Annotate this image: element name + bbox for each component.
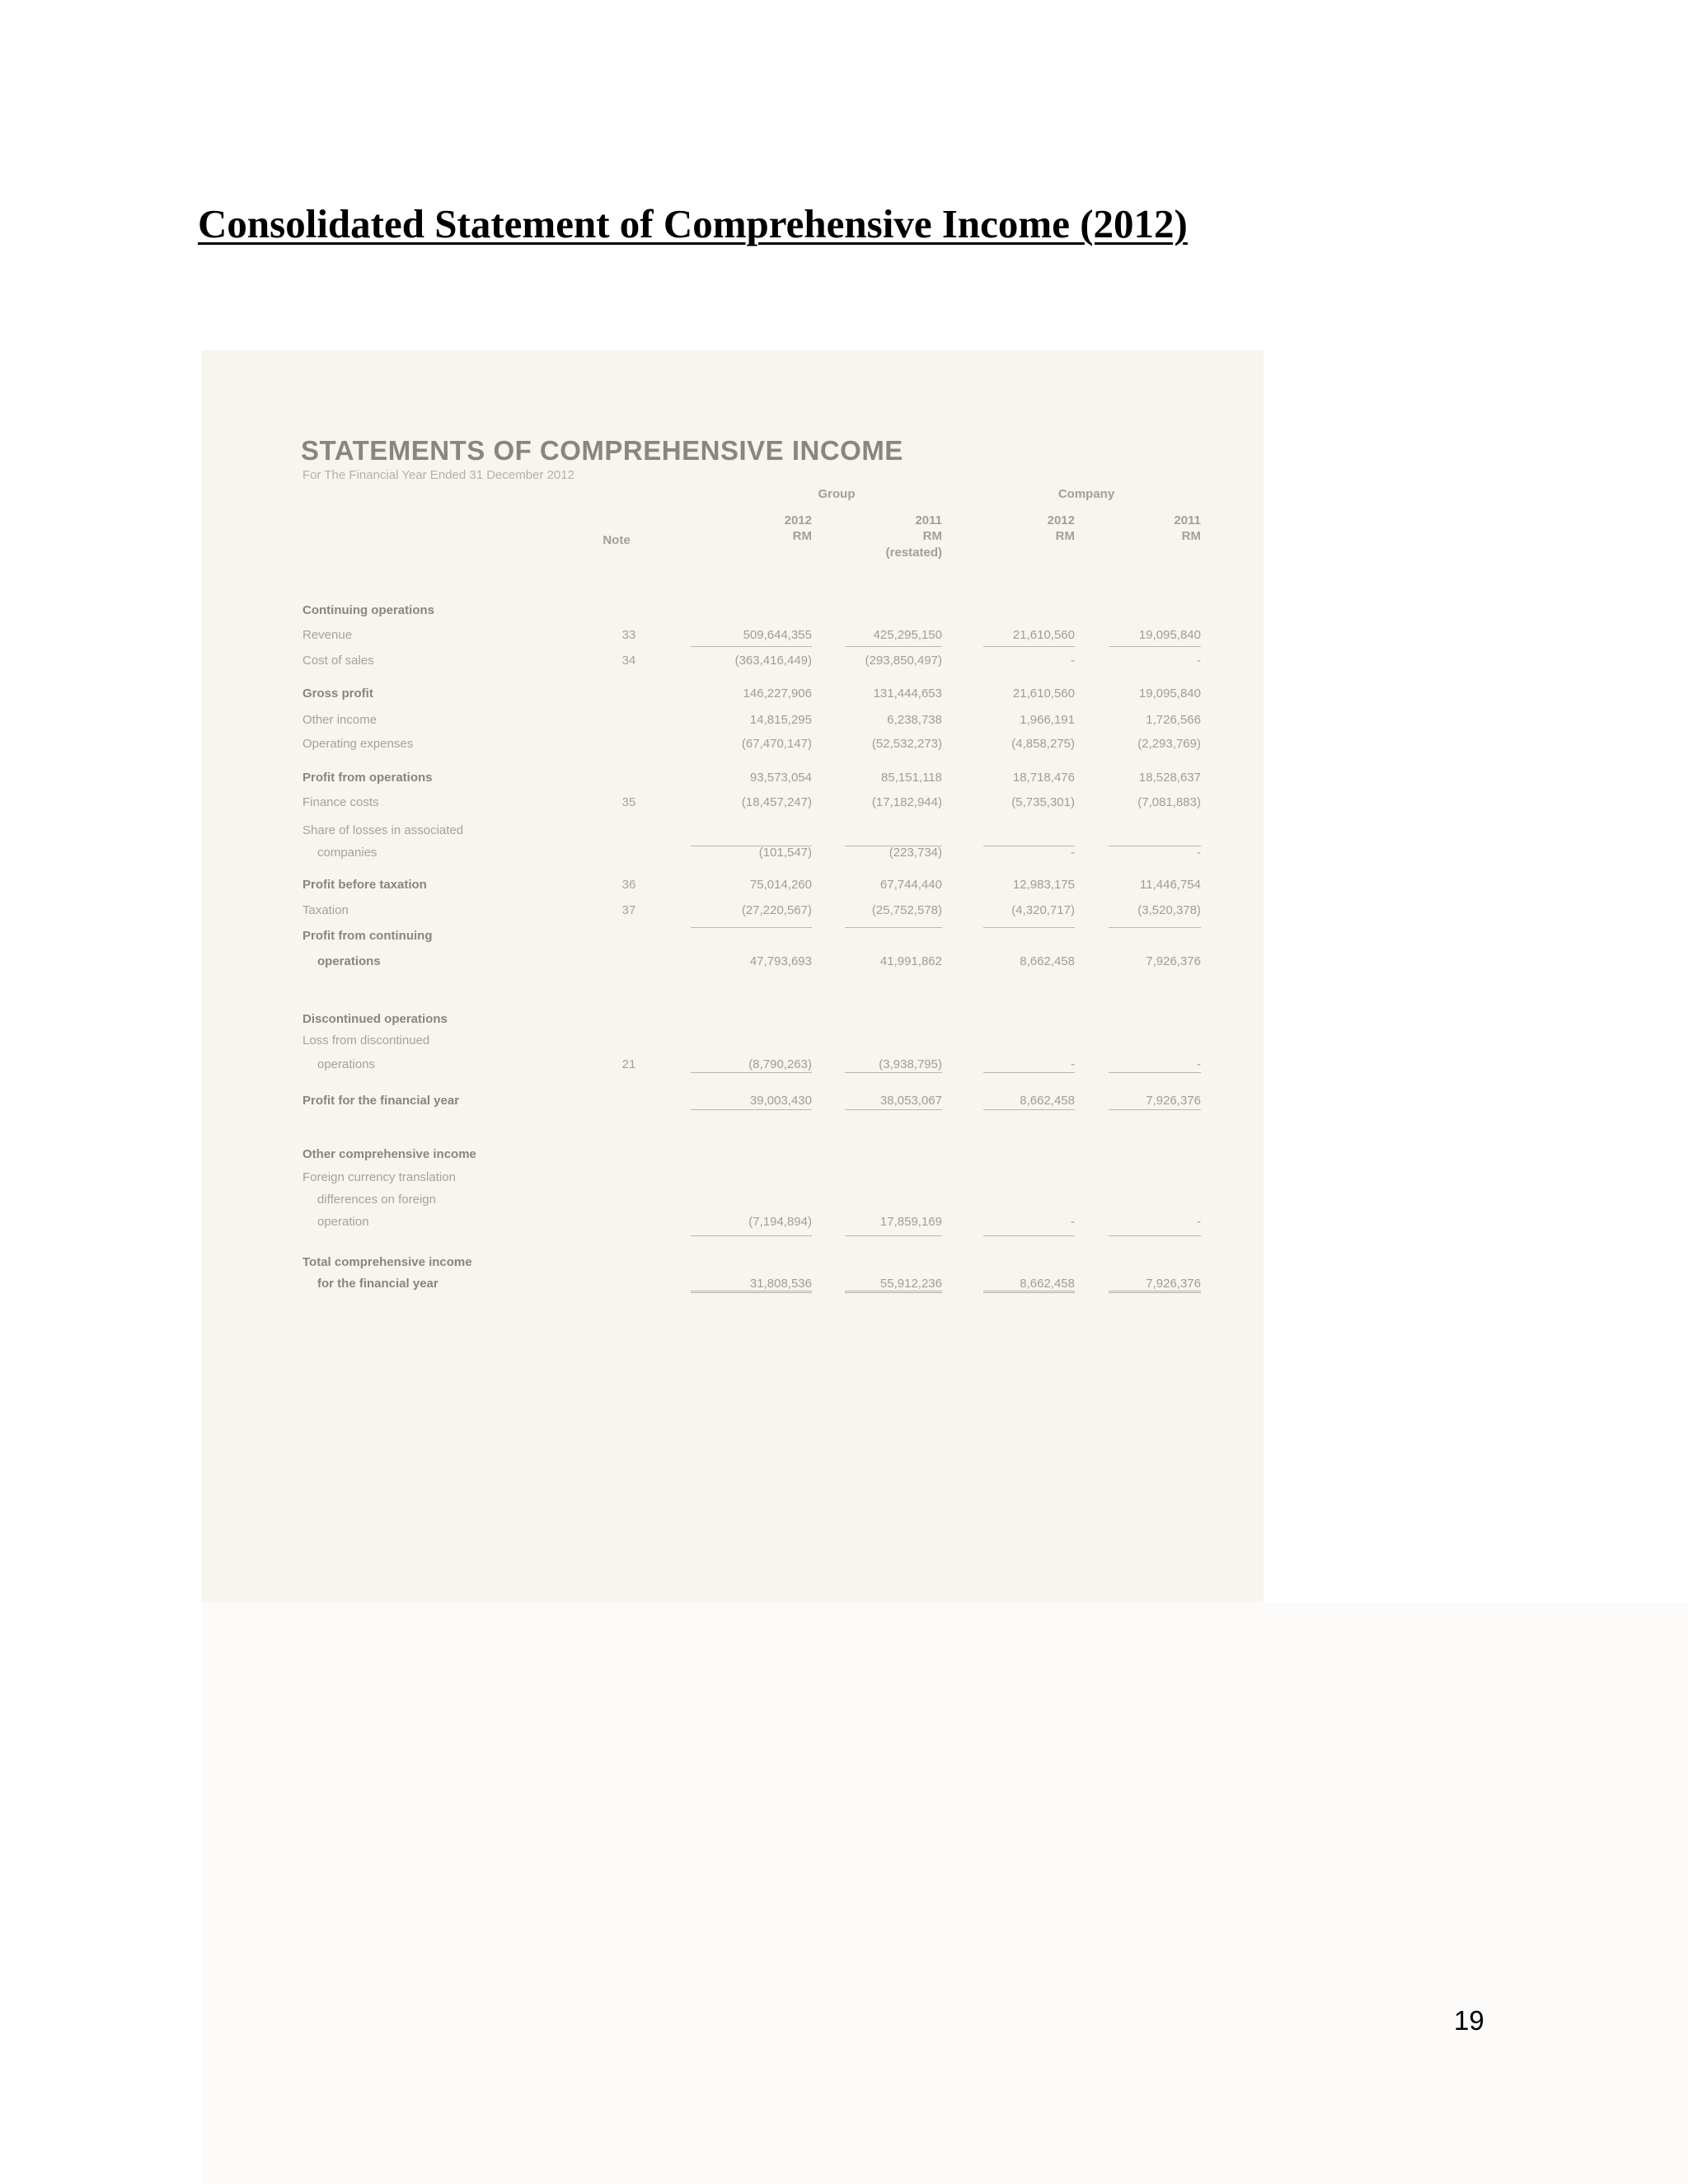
rule-g2012-total: [691, 1291, 812, 1293]
col-year-company-2012: 2012: [1047, 513, 1075, 527]
value-group-2012: 39,003,430: [749, 1094, 812, 1108]
row-label: Loss from discontinued: [302, 1033, 430, 1047]
row-label: Total comprehensive income: [302, 1255, 472, 1269]
rule-g2012-disc: [691, 1072, 812, 1073]
value-group-2012: (67,470,147): [741, 737, 812, 751]
value-company-2011: -: [1197, 1215, 1201, 1229]
row-label: operations: [317, 954, 381, 968]
value-group-2011: 131,444,653: [873, 687, 942, 701]
value-company-2012: 21,610,560: [1012, 687, 1075, 701]
value-company-2012: (4,858,275): [1011, 737, 1075, 751]
statement-scan-image: [202, 350, 1264, 1602]
value-company-2012: 21,610,560: [1012, 628, 1075, 642]
value-group-2012: 146,227,906: [743, 687, 812, 701]
value-company-2012: -: [1071, 846, 1075, 860]
row-label: Finance costs: [302, 795, 379, 809]
rule-g2011-oci: [845, 1235, 942, 1236]
row-label: operation: [317, 1215, 369, 1229]
value-company-2011: 7,926,376: [1146, 954, 1201, 968]
value-group-2012: (8,790,263): [748, 1057, 812, 1071]
value-group-2011: (17,182,944): [871, 795, 942, 809]
value-company-2011: 1,726,566: [1146, 713, 1201, 727]
value-company-2012: (4,320,717): [1011, 903, 1075, 917]
value-company-2011: 19,095,840: [1138, 628, 1201, 642]
row-label: Profit for the financial year: [302, 1094, 460, 1108]
row-note: 33: [621, 628, 636, 642]
value-company-2011: (2,293,769): [1137, 737, 1201, 751]
rule-c2011-total: [1109, 1291, 1201, 1293]
row-label: Profit from continuing: [302, 929, 433, 943]
row-label: operations: [317, 1057, 376, 1071]
rule-g2012-oci: [691, 1235, 812, 1236]
value-group-2012: 31,808,536: [749, 1277, 812, 1291]
value-group-2012: 93,573,054: [749, 771, 812, 785]
value-company-2012: 1,966,191: [1020, 713, 1075, 727]
col-restated-label: (restated): [885, 546, 942, 560]
rule-g2011-total: [845, 1291, 942, 1293]
row-label: Revenue: [302, 628, 353, 642]
row-note: 21: [621, 1057, 636, 1071]
value-company-2011: (3,520,378): [1137, 903, 1201, 917]
col-year-group-2012: 2012: [784, 513, 812, 527]
value-group-2012: (363,416,449): [734, 654, 812, 668]
row-label: differences on foreign: [317, 1193, 436, 1207]
value-group-2011: 55,912,236: [879, 1277, 942, 1291]
value-group-2012: (7,194,894): [748, 1215, 812, 1229]
value-company-2012: 12,983,175: [1012, 878, 1075, 892]
page-background-strip: [202, 1602, 1688, 2184]
row-label: Operating expenses: [302, 737, 414, 751]
rule-c2011-cost: [1109, 646, 1201, 647]
value-group-2011: 85,151,118: [881, 771, 942, 785]
rule-c2011-disc: [1109, 1072, 1201, 1073]
page-number: 19: [1454, 2005, 1484, 2036]
value-company-2012: -: [1071, 1057, 1075, 1071]
rule-g2011-profit-year: [845, 1109, 942, 1110]
row-label: companies: [317, 846, 377, 860]
row-label: Gross profit: [302, 687, 373, 701]
row-note: 35: [621, 795, 636, 809]
row-note: 37: [621, 903, 636, 917]
value-company-2012: 18,718,476: [1012, 771, 1075, 785]
row-label: Foreign currency translation: [302, 1170, 456, 1184]
value-company-2011: 18,528,637: [1138, 771, 1201, 785]
rule-g2012-profit-year: [691, 1109, 812, 1110]
statement-title: STATEMENTS OF COMPREHENSIVE INCOME: [301, 435, 903, 466]
value-company-2011: 11,446,754: [1140, 878, 1201, 892]
value-group-2011: 17,859,169: [879, 1215, 942, 1229]
value-group-2011: (223,734): [889, 846, 942, 860]
rule-c2012-disc: [983, 1072, 1075, 1073]
row-label: Profit from operations: [302, 771, 433, 785]
value-group-2011: 425,295,150: [873, 628, 942, 642]
value-group-2011: 67,744,440: [879, 878, 942, 892]
rule-c2012-oci: [983, 1235, 1075, 1236]
row-label: Cost of sales: [302, 654, 374, 668]
col-year-group-2011: 2011: [915, 513, 942, 527]
rule-c2012-cost: [983, 646, 1075, 647]
value-group-2012: (101,547): [758, 846, 812, 860]
value-group-2011: 41,991,862: [879, 954, 942, 968]
rule-g2012-cost: [691, 646, 812, 647]
value-group-2011: 38,053,067: [879, 1094, 942, 1108]
value-group-2011: (25,752,578): [871, 903, 942, 917]
value-company-2012: -: [1071, 654, 1075, 668]
rule-c2011-profit-year: [1109, 1109, 1201, 1110]
value-group-2012: 75,014,260: [749, 878, 812, 892]
value-company-2011: -: [1197, 1057, 1201, 1071]
row-label: for the financial year: [317, 1277, 438, 1291]
rule-c2012-total: [983, 1291, 1075, 1293]
row-label: Other comprehensive income: [302, 1147, 476, 1161]
col-unit-group-2012: RM: [792, 529, 812, 543]
value-company-2011: 7,926,376: [1146, 1277, 1201, 1291]
value-company-2012: -: [1071, 1215, 1075, 1229]
row-note: 36: [621, 878, 636, 892]
row-label: Other income: [302, 713, 377, 727]
row-label: Continuing operations: [302, 603, 434, 617]
value-company-2011: -: [1197, 654, 1201, 668]
value-company-2011: (7,081,883): [1137, 795, 1201, 809]
value-company-2011: 19,095,840: [1138, 687, 1201, 701]
value-group-2012: (18,457,247): [741, 795, 812, 809]
rule-g2011-cost: [845, 646, 942, 647]
value-group-2011: (3,938,795): [879, 1057, 942, 1071]
value-group-2011: (52,532,273): [871, 737, 942, 751]
rule-g2012-tax: [691, 927, 812, 928]
statement-subtitle: For The Financial Year Ended 31 December 2012: [302, 468, 574, 482]
note-column-header: Note: [603, 533, 631, 547]
value-company-2011: -: [1197, 846, 1201, 860]
row-label: Share of losses in associated: [302, 823, 464, 837]
value-group-2012: (27,220,567): [741, 903, 812, 917]
value-group-2012: 14,815,295: [749, 713, 812, 727]
row-note: 34: [621, 654, 636, 668]
col-unit-group-2011: RM: [922, 529, 942, 543]
rule-g2011-disc: [845, 1072, 942, 1073]
group-header: Group: [818, 487, 856, 501]
value-company-2012: 8,662,458: [1020, 954, 1075, 968]
row-label: Profit before taxation: [302, 878, 427, 892]
col-unit-company-2011: RM: [1181, 529, 1201, 543]
value-group-2012: 509,644,355: [743, 628, 812, 642]
row-label: Discontinued operations: [302, 1012, 448, 1026]
page-heading: Consolidated Statement of Comprehensive Income (2012): [198, 201, 1188, 246]
rule-c2011-oci: [1109, 1235, 1201, 1236]
rule-g2011-tax: [845, 927, 942, 928]
col-year-company-2011: 2011: [1174, 513, 1201, 527]
value-company-2012: 8,662,458: [1020, 1277, 1075, 1291]
value-group-2011: (293,850,497): [865, 654, 942, 668]
rule-c2012-tax: [983, 927, 1075, 928]
col-unit-company-2012: RM: [1055, 529, 1075, 543]
rule-c2011-tax: [1109, 927, 1201, 928]
value-company-2012: (5,735,301): [1011, 795, 1075, 809]
row-label: Taxation: [302, 903, 349, 917]
value-company-2011: 7,926,376: [1146, 1094, 1201, 1108]
value-group-2011: 6,238,738: [887, 713, 942, 727]
value-group-2012: 47,793,693: [749, 954, 812, 968]
value-company-2012: 8,662,458: [1020, 1094, 1075, 1108]
company-header: Company: [1057, 487, 1115, 501]
rule-c2012-profit-year: [983, 1109, 1075, 1110]
